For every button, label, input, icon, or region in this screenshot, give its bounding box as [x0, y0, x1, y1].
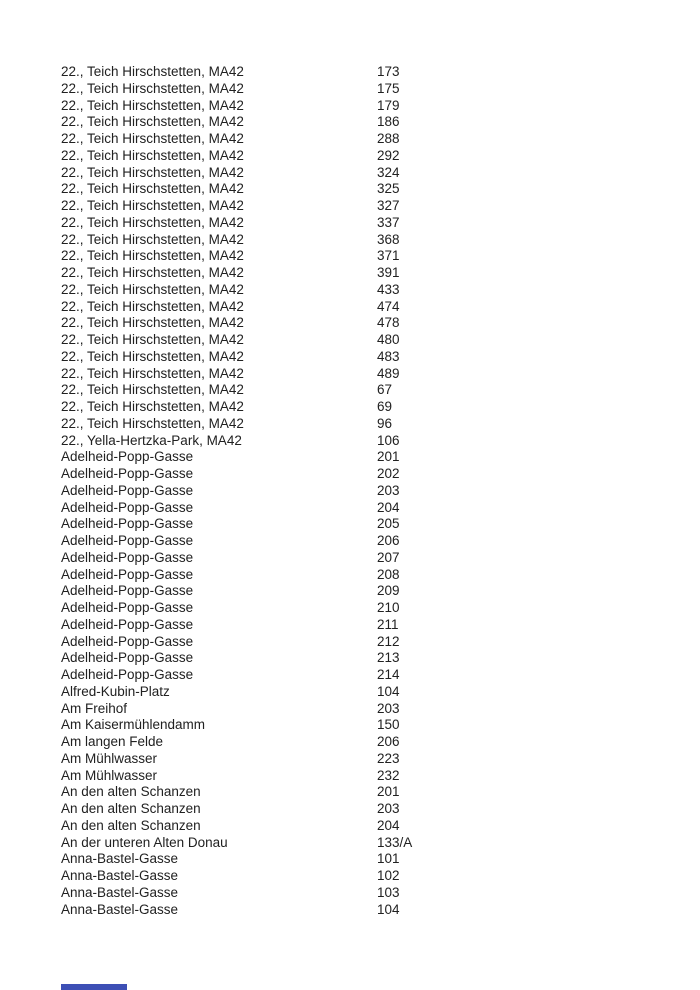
- table-row: [61, 634, 660, 651]
- table-row: [61, 784, 660, 801]
- house-number-cell: 223: [377, 750, 400, 766]
- house-number-cell: 103: [377, 884, 400, 900]
- table-row: [61, 885, 660, 902]
- house-number-cell: 104: [377, 683, 400, 699]
- street-name-cell: 22., Yella-Hertzka-Park, MA42: [61, 432, 242, 448]
- house-number-cell: 212: [377, 633, 400, 649]
- house-number-cell: 206: [377, 734, 400, 749]
- street-name-cell: 22., Teich Hirschstetten, MA42: [61, 80, 244, 96]
- footer-accent-bar: [61, 984, 127, 990]
- table-row: [61, 433, 660, 450]
- table-row: [61, 349, 660, 366]
- house-number-cell: 69: [377, 399, 393, 414]
- table-row: [61, 684, 660, 701]
- table-row: [61, 416, 660, 433]
- street-name-cell: 22., Teich Hirschstetten, MA42: [61, 415, 244, 431]
- house-number-cell: 371: [377, 248, 400, 264]
- street-name-cell: 22., Teich Hirschstetten, MA42: [61, 399, 244, 414]
- street-name-cell: Adelheid-Popp-Gasse: [61, 449, 194, 465]
- house-number-cell: 204: [377, 817, 400, 833]
- street-name-cell: Am Mühlwasser: [61, 767, 158, 783]
- table-row: [61, 449, 660, 466]
- street-name-cell: 22., Teich Hirschstetten, MA42: [61, 164, 244, 180]
- house-number-cell: 206: [377, 533, 400, 548]
- street-name-cell: Adelheid-Popp-Gasse: [61, 600, 194, 615]
- house-number-cell: 483: [377, 348, 400, 364]
- table-row: [61, 282, 660, 299]
- house-number-cell: 179: [377, 97, 400, 113]
- house-number-cell: 106: [377, 432, 400, 448]
- street-name-cell: Anna-Bastel-Gasse: [61, 868, 179, 883]
- street-name-cell: 22., Teich Hirschstetten, MA42: [61, 315, 244, 331]
- street-name-cell: 22., Teich Hirschstetten, MA42: [61, 198, 244, 213]
- street-name-cell: Am langen Felde: [61, 734, 164, 749]
- street-name-cell: 22., Teich Hirschstetten, MA42: [61, 147, 244, 163]
- table-row: [61, 550, 660, 567]
- table-row: [61, 734, 660, 751]
- street-name-cell: 22., Teich Hirschstetten, MA42: [61, 332, 244, 347]
- street-name-cell: Am Freihof: [61, 700, 128, 716]
- street-name-cell: 22., Teich Hirschstetten, MA42: [61, 382, 244, 398]
- street-name-cell: Adelheid-Popp-Gasse: [61, 650, 194, 666]
- house-number-cell: 480: [377, 332, 400, 347]
- street-name-cell: Adelheid-Popp-Gasse: [61, 482, 194, 498]
- street-name-cell: 22., Teich Hirschstetten, MA42: [61, 265, 244, 280]
- table-row: [61, 315, 660, 332]
- table-row: [61, 131, 660, 148]
- house-number-cell: 391: [377, 265, 400, 280]
- house-number-cell: 207: [377, 549, 400, 565]
- table-row: [61, 617, 660, 634]
- house-number-cell: 67: [377, 382, 393, 398]
- table-row: [61, 600, 660, 617]
- street-name-cell: An den alten Schanzen: [61, 817, 201, 833]
- table-row: [61, 215, 660, 232]
- table-row: [61, 500, 660, 517]
- street-name-cell: 22., Teich Hirschstetten, MA42: [61, 97, 244, 113]
- house-number-cell: 101: [377, 851, 400, 867]
- street-name-cell: 22., Teich Hirschstetten, MA42: [61, 214, 244, 230]
- table-row: [61, 148, 660, 165]
- street-name-cell: Am Mühlwasser: [61, 750, 158, 766]
- street-name-cell: Adelheid-Popp-Gasse: [61, 549, 194, 565]
- table-row: [61, 198, 660, 215]
- house-number-cell: 204: [377, 499, 400, 515]
- table-row: [61, 701, 660, 718]
- table-row: [61, 667, 660, 684]
- house-number-cell: 186: [377, 114, 400, 130]
- house-number-cell: 433: [377, 281, 400, 297]
- table-row: [61, 868, 660, 885]
- house-number-cell: 173: [377, 64, 400, 79]
- street-name-cell: 22., Teich Hirschstetten, MA42: [61, 248, 244, 264]
- street-name-cell: Anna-Bastel-Gasse: [61, 851, 179, 867]
- table-row: [61, 114, 660, 131]
- street-name-cell: An den alten Schanzen: [61, 784, 201, 800]
- street-name-cell: Anna-Bastel-Gasse: [61, 901, 179, 917]
- house-number-cell: 201: [377, 449, 400, 465]
- house-number-cell: 214: [377, 667, 400, 682]
- table-row: [61, 851, 660, 868]
- street-name-cell: 22., Teich Hirschstetten, MA42: [61, 298, 244, 314]
- street-name-cell: Adelheid-Popp-Gasse: [61, 633, 194, 649]
- street-name-cell: 22., Teich Hirschstetten, MA42: [61, 281, 244, 297]
- table-row: [61, 299, 660, 316]
- table-row: [61, 768, 660, 785]
- table-row: [61, 382, 660, 399]
- table-row: [61, 64, 660, 81]
- street-name-cell: 22., Teich Hirschstetten, MA42: [61, 114, 244, 130]
- street-name-cell: Adelheid-Popp-Gasse: [61, 583, 194, 599]
- house-number-cell: 292: [377, 147, 400, 163]
- house-number-cell: 232: [377, 767, 400, 783]
- house-number-cell: 327: [377, 198, 400, 213]
- house-number-cell: 104: [377, 901, 400, 917]
- house-number-cell: 203: [377, 482, 400, 498]
- street-name-cell: Adelheid-Popp-Gasse: [61, 566, 194, 582]
- table-row: [61, 265, 660, 282]
- house-number-cell: 210: [377, 600, 400, 615]
- house-number-cell: 202: [377, 466, 400, 481]
- table-row: [61, 81, 660, 98]
- house-number-cell: 96: [377, 415, 393, 431]
- table-row: [61, 516, 660, 533]
- street-name-cell: Alfred-Kubin-Platz: [61, 683, 170, 699]
- street-name-cell: Adelheid-Popp-Gasse: [61, 466, 194, 481]
- house-number-cell: 203: [377, 700, 400, 716]
- street-name-cell: Adelheid-Popp-Gasse: [61, 667, 194, 682]
- table-row: [61, 717, 660, 734]
- house-number-cell: 368: [377, 231, 400, 247]
- street-name-cell: 22., Teich Hirschstetten, MA42: [61, 365, 244, 381]
- table-row: [61, 533, 660, 550]
- street-name-cell: 22., Teich Hirschstetten, MA42: [61, 64, 244, 79]
- street-name-cell: 22., Teich Hirschstetten, MA42: [61, 231, 244, 247]
- table-row: [61, 567, 660, 584]
- house-number-cell: 201: [377, 784, 400, 800]
- street-name-cell: Adelheid-Popp-Gasse: [61, 516, 194, 532]
- table-row: [61, 818, 660, 835]
- house-number-cell: 208: [377, 566, 400, 582]
- table-row: [61, 650, 660, 667]
- street-name-cell: Adelheid-Popp-Gasse: [61, 533, 194, 548]
- house-number-cell: 325: [377, 181, 400, 197]
- house-number-cell: 211: [377, 616, 399, 632]
- table-row: [61, 466, 660, 483]
- house-number-cell: 474: [377, 298, 400, 314]
- table-row: [61, 366, 660, 383]
- table-row: [61, 751, 660, 768]
- street-name-cell: An den alten Schanzen: [61, 801, 201, 816]
- house-number-cell: 133/A: [377, 834, 413, 850]
- table-row: [61, 583, 660, 600]
- street-name-cell: 22., Teich Hirschstetten, MA42: [61, 348, 244, 364]
- table-row: [61, 181, 660, 198]
- table-row: [61, 165, 660, 182]
- street-name-cell: 22., Teich Hirschstetten, MA42: [61, 131, 244, 146]
- table-row: [61, 801, 660, 818]
- house-number-cell: 489: [377, 365, 400, 381]
- street-name-cell: Adelheid-Popp-Gasse: [61, 616, 194, 632]
- table-row: [61, 232, 660, 249]
- table-row: [61, 399, 660, 416]
- house-number-cell: 203: [377, 801, 400, 816]
- house-number-cell: 478: [377, 315, 400, 331]
- table-row: [61, 902, 660, 919]
- street-name-cell: Anna-Bastel-Gasse: [61, 884, 179, 900]
- house-number-cell: 324: [377, 164, 400, 180]
- table-row: [61, 483, 660, 500]
- table-row: [61, 98, 660, 115]
- street-name-cell: 22., Teich Hirschstetten, MA42: [61, 181, 244, 197]
- house-number-cell: 337: [377, 214, 400, 230]
- table-row: [61, 248, 660, 265]
- house-number-cell: 150: [377, 717, 400, 733]
- street-name-cell: An der unteren Alten Donau: [61, 834, 228, 850]
- house-number-cell: 288: [377, 131, 400, 146]
- house-number-cell: 213: [377, 650, 400, 666]
- house-number-cell: 175: [377, 80, 400, 96]
- house-number-cell: 102: [377, 868, 400, 883]
- house-number-cell: 209: [377, 583, 400, 599]
- house-number-cell: 205: [377, 516, 400, 532]
- street-name-cell: Am Kaisermühlendamm: [61, 717, 206, 733]
- street-name-cell: Adelheid-Popp-Gasse: [61, 499, 194, 515]
- table-row: [61, 332, 660, 349]
- table-row: [61, 835, 660, 852]
